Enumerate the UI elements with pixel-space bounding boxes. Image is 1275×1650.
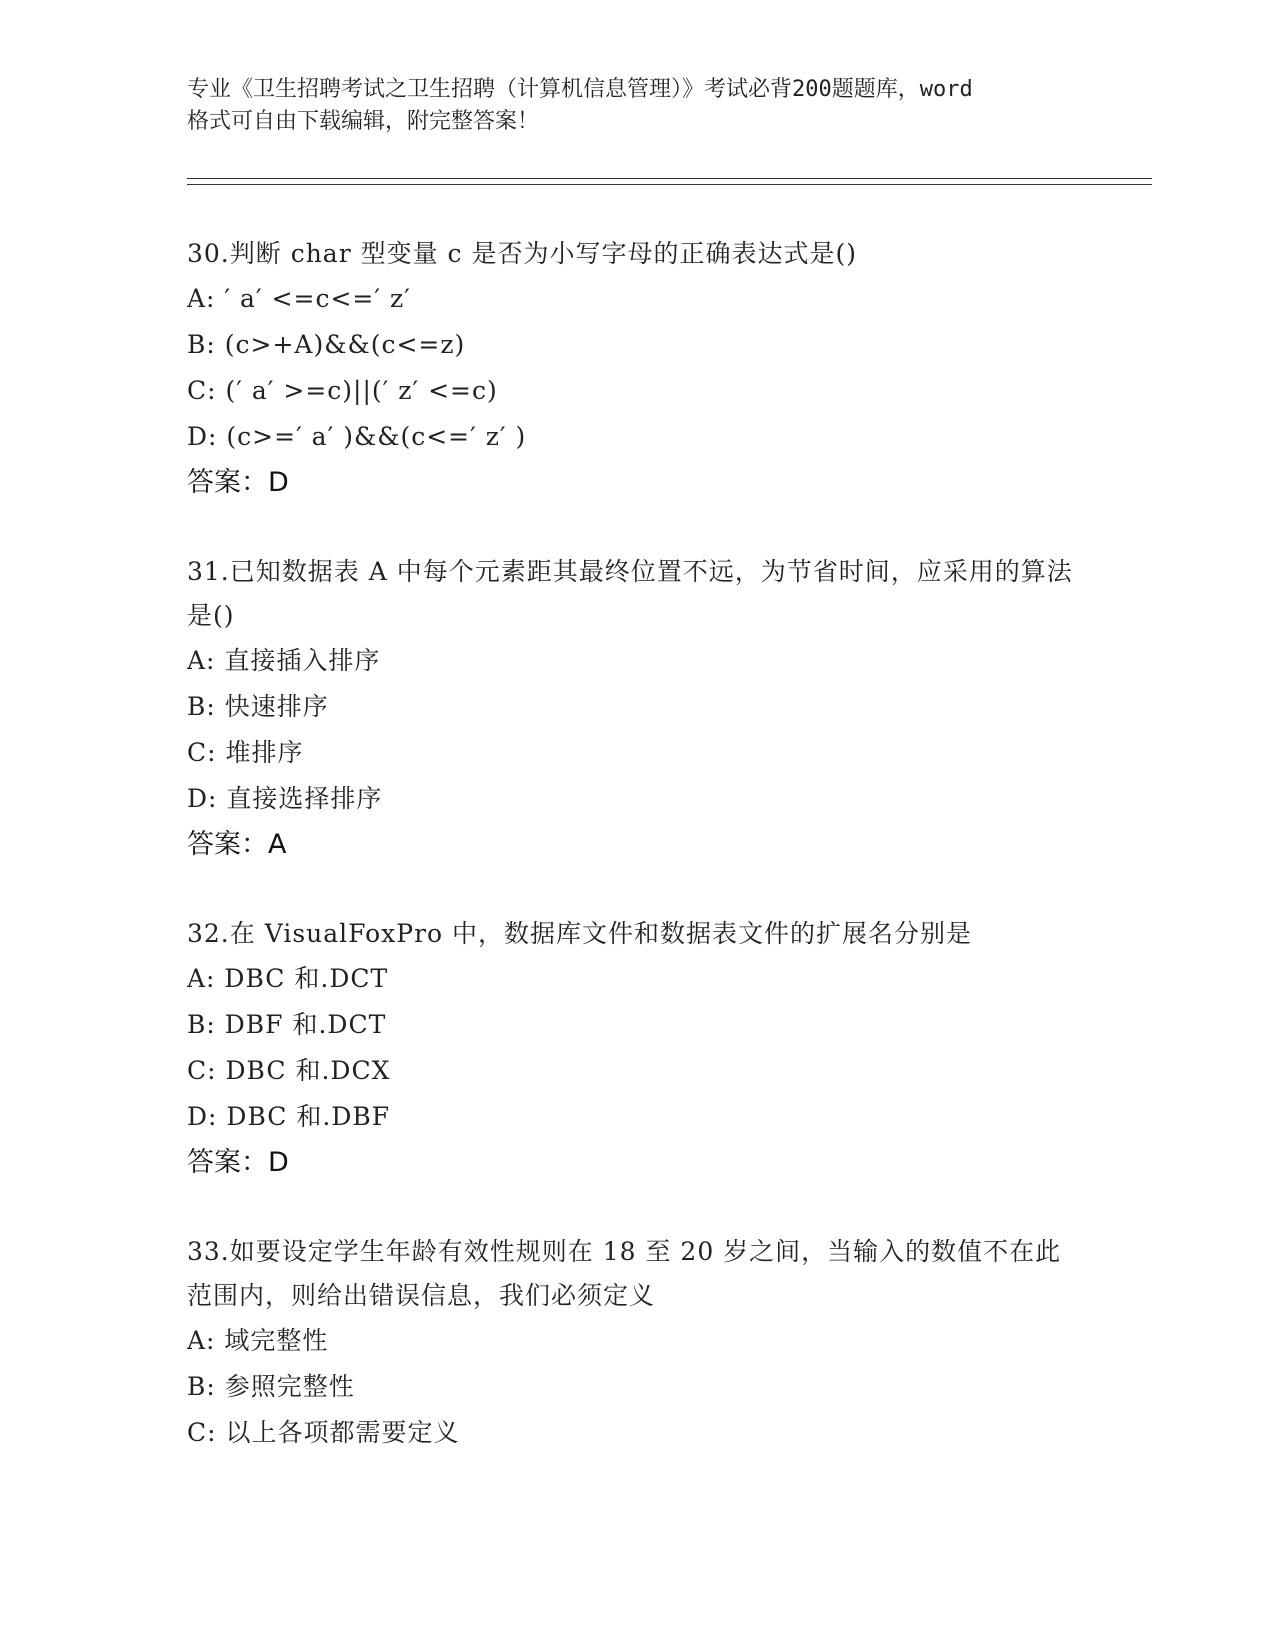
- header-divider-top: [187, 178, 1152, 179]
- option-a: A: 直接插入排序: [187, 646, 381, 675]
- option-c: C: (′ a′ >=c)||(′ z′ <=c): [187, 376, 498, 405]
- document-header: [187, 74, 1087, 138]
- question-text: 30.判断 char 型变量 c 是否为小写字母的正确表达式是(): [187, 239, 858, 268]
- header-line-2: 格式可自由下载编辑，附完整答案！: [187, 109, 540, 134]
- header-line-1: 专业《卫生招聘考试之卫生招聘（计算机信息管理）》考试必背200题题库，word: [187, 77, 973, 102]
- option-b: B: 快速排序: [187, 692, 329, 721]
- option-a: A: DBC 和.DCT: [187, 964, 389, 993]
- option-d: D: (c>=′ a′ )&&(c<=′ z′ ): [187, 422, 527, 451]
- option-d: D: 直接选择排序: [187, 784, 383, 813]
- option-c: C: DBC 和.DCX: [187, 1056, 391, 1085]
- option-c: C: 堆排序: [187, 738, 304, 767]
- question-33: [187, 1230, 1087, 1456]
- option-a: A: 域完整性: [187, 1326, 329, 1355]
- answer-label: 答案：D: [187, 1147, 289, 1178]
- option-c: C: 以上各项都需要定义: [187, 1418, 460, 1447]
- option-b: B: DBF 和.DCT: [187, 1010, 387, 1039]
- question-list: [187, 232, 1087, 1500]
- option-d: D: DBC 和.DBF: [187, 1102, 391, 1131]
- question-30: [187, 232, 1087, 506]
- option-b: B: 参照完整性: [187, 1372, 355, 1401]
- question-text: 32.在 VisualFoxPro 中，数据库文件和数据表文件的扩展名分别是: [187, 919, 973, 948]
- header-divider-bottom: [187, 184, 1152, 185]
- option-a: A: ′ a′ <=c<=′ z′: [187, 284, 411, 313]
- answer-label: 答案：A: [187, 829, 287, 860]
- option-b: B: (c>+A)&&(c<=z): [187, 330, 466, 359]
- question-text: 31.已知数据表 A 中每个元素距其最终位置不远，为节省时间，应采用的算法是(): [187, 557, 1073, 630]
- question-text: 33.如要设定学生年龄有效性规则在 18 至 20 岁之间，当输入的数值不在此范围内，则给出错误信息，我们必须定义: [187, 1237, 1062, 1310]
- question-31: [187, 550, 1087, 868]
- question-32: [187, 912, 1087, 1186]
- answer-label: 答案：D: [187, 467, 289, 498]
